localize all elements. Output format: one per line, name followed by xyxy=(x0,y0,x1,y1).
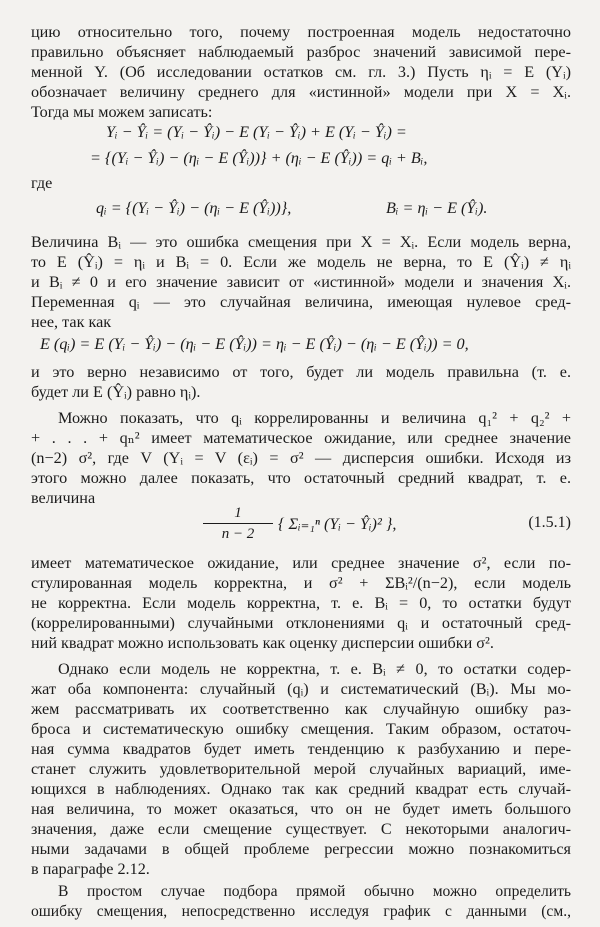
text-line: жат оба компонента: случайный (qᵢ) и систематический (Bᵢ). Мы мо- xyxy=(31,680,571,698)
text-line: ная сумма квадратов будет иметь тенденцию к разбуханию и пере- xyxy=(31,740,571,758)
equation-4-fraction xyxy=(203,503,273,544)
equation-number: (1.5.1) xyxy=(528,514,571,531)
text-line: Можно показать, что qᵢ коррелированны и величина q₁² + q₂² + xyxy=(58,409,571,427)
equation-2-q: qᵢ = {(Yᵢ − Ŷᵢ) − (ηᵢ − E (Ŷᵢ))}, xyxy=(96,199,292,217)
text-line: (коррелированными) случайными отклонениями qᵢ и остаточный сред- xyxy=(31,614,571,632)
text-line: + . . . + qₙ² имеет математическое ожидание, или среднее значение xyxy=(31,429,571,447)
fraction-denominator: n − 2 xyxy=(221,526,255,542)
equation-2-b: Bᵢ = ηᵢ − E (Ŷᵢ). xyxy=(386,199,488,217)
equation-1-line-2: = {(Yᵢ − Ŷᵢ) − (ηᵢ − E (Ŷᵢ))} + (ηᵢ − E (Ŷᵢ)) = qᵢ + Bᵢ, xyxy=(90,149,428,167)
text-line: ющихся в наблюдениях. Однако так как средний квадрат есть случай- xyxy=(31,780,571,798)
text-line: обозначает величину среднего для «истинной» модели при X = Xᵢ. xyxy=(31,83,571,101)
text-line: Переменная qᵢ — это случайная величина, имеющая нулевое сред- xyxy=(31,293,571,311)
text-line: Тогда мы можем записать: xyxy=(31,103,213,121)
equation-1-line-1: Yᵢ − Ŷᵢ = (Yᵢ − Ŷᵢ) − E (Yᵢ − Ŷᵢ) + E (Yᵢ − Ŷᵢ) = xyxy=(106,123,407,141)
text-line: значения, даже если смещение существует. С некоторыми аналогич- xyxy=(31,820,571,838)
text-line: не корректна. Если модель корректна, т. е. Bᵢ = 0, то остатки будут xyxy=(31,594,571,612)
text-line: и это верно независимо от того, будет ли модель правильна (т. е. xyxy=(31,363,571,381)
text-line: жем рассматривать их соответственно как случайную ошибку раз- xyxy=(31,700,571,718)
text-line: (n−2) σ², где V (Yᵢ = V (εᵢ) = σ² — дисперсия ошибки. Исходя из xyxy=(31,449,571,467)
text-line: ная величина, то может оказаться, что он не будет иметь большого xyxy=(31,800,571,818)
text-line: ний квадрат можно использовать как оценку дисперсии ошибки σ². xyxy=(31,634,494,652)
fraction-numerator: 1 xyxy=(203,503,273,524)
text-line: Однако если модель не корректна, т. е. Bᵢ ≠ 0, то остатки содер- xyxy=(58,660,571,678)
text-line: стулированная модель корректна, и σ² + ΣBᵢ²/(n−2), если модель xyxy=(31,574,571,592)
text-line: имеет математическое ожидание, или среднее значение σ², если по- xyxy=(31,554,571,572)
text-line: то E (Ŷᵢ) = ηᵢ и Bᵢ = 0. Если же модель не верна, то E (Ŷᵢ) ≠ ηᵢ xyxy=(31,253,571,271)
text-line: величина xyxy=(31,489,96,507)
text-line: нее, так как xyxy=(31,313,112,331)
text-line: ными задачами в общей проблеме регрессии можно познакомиться xyxy=(31,840,571,858)
text-line: станет служить удовлетворительной мерой случайных вариаций, име- xyxy=(31,760,571,778)
text-line: В простом случае подбора прямой обычно можно определить xyxy=(58,883,571,900)
text-line: в параграфе 2.12. xyxy=(31,860,150,878)
equation-4-body: { Σᵢ₌₁ⁿ (Yᵢ − Ŷᵢ)² }, xyxy=(278,515,397,533)
text-line: ошибку смещения, непосредственно исследуя график с данными (см., xyxy=(31,903,571,920)
text-line: Величина Bᵢ — это ошибка смещения при X = Xᵢ. Если модель верна, xyxy=(31,233,571,251)
text-line: этого можно далее показать, что остаточный средний квадрат, т. е. xyxy=(31,469,571,487)
equation-3: E (qᵢ) = E (Yᵢ − Ŷᵢ) − (ηᵢ − E (Ŷᵢ)) = ηᵢ − E (Ŷᵢ) − (ηᵢ − E (Ŷᵢ)) = 0, xyxy=(40,335,469,353)
text-line: будет ли E (Ŷᵢ) равно ηᵢ). xyxy=(31,383,201,401)
text-line: и Bᵢ ≠ 0 и его значение зависит от «истинной» модели и значения Xᵢ. xyxy=(31,273,571,291)
text-line: броса и систематическую ошибку смещения. Таким образом, остаточ- xyxy=(31,720,571,738)
text-line: цию относительно того, почему построенная модель недостаточно xyxy=(31,23,571,41)
text-line: правильно объясняет наблюдаемый разброс значений зависимой пере- xyxy=(31,43,571,61)
text-line: менной Y. (Об исследовании остатков см. гл. 3.) Пусть ηᵢ = E (Yᵢ) xyxy=(31,63,571,81)
text-line: где xyxy=(31,174,53,192)
